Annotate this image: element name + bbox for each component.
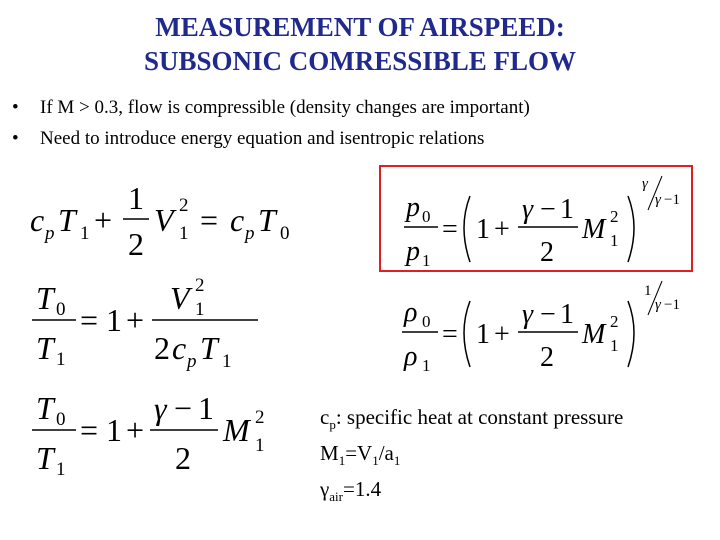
cp-symbol: c (320, 405, 330, 429)
mach-symbol: M (320, 441, 339, 466)
bullet-text: Need to introduce energy equation and isentropic relations (40, 128, 485, 149)
svg-text:1: 1 (56, 459, 66, 480)
bullet-item (12, 92, 712, 123)
gamma-value: =1.4 (343, 477, 382, 502)
svg-text:V: V (170, 280, 190, 316)
svg-text:c: c (230, 202, 245, 238)
svg-text:M: M (223, 412, 250, 448)
svg-text:1: 1 (106, 302, 122, 338)
title-line-1: MEASUREMENT OF AIRSPEED: (155, 12, 565, 42)
svg-text:2: 2 (540, 342, 554, 373)
cp-description: : specific heat at constant pressure (335, 405, 624, 429)
cp-subscript: p (329, 417, 336, 433)
svg-text:−1: −1 (664, 297, 680, 313)
energy-equation-svg (30, 175, 300, 265)
svg-text:T: T (258, 202, 276, 238)
svg-text:1: 1 (610, 231, 619, 250)
svg-text:1: 1 (56, 349, 66, 370)
svg-text:−1: −1 (664, 192, 680, 208)
svg-text:c: c (30, 202, 45, 238)
svg-text:M: M (582, 319, 606, 350)
svg-text:1: 1 (560, 194, 574, 225)
svg-text:1: 1 (198, 390, 214, 426)
svg-text:γ: γ (522, 299, 534, 330)
svg-text:=: = (80, 412, 99, 448)
sound-speed-subscript: 1 (393, 453, 401, 469)
svg-text:γ: γ (642, 176, 648, 192)
slide-title (0, 10, 720, 78)
svg-text:γ: γ (522, 194, 534, 225)
note-mach (320, 439, 623, 475)
svg-text:T: T (36, 330, 54, 366)
svg-text:0: 0 (422, 207, 431, 226)
velocity-subscript: 1 (372, 453, 379, 469)
density-ratio-svg (400, 275, 690, 375)
pressure-ratio-equation (400, 170, 690, 270)
bullet-text: If M > 0.3, flow is compressible (density changes are important) (40, 97, 530, 118)
svg-text:p: p (245, 223, 255, 244)
svg-text:=: = (200, 202, 219, 238)
svg-text:2: 2 (154, 330, 170, 366)
gamma-symbol: γ (320, 477, 330, 502)
svg-text:c: c (172, 330, 187, 366)
svg-text:p: p (406, 192, 420, 223)
svg-text:1: 1 (128, 180, 144, 216)
svg-text:2: 2 (195, 275, 205, 296)
bullet-marker: • (12, 97, 19, 118)
bullet-list (12, 92, 712, 154)
svg-text:1: 1 (222, 351, 232, 372)
svg-text:1: 1 (560, 299, 574, 330)
svg-text:1: 1 (644, 283, 652, 299)
temperature-ratio-velocity-equation (30, 275, 260, 375)
svg-text:γ: γ (655, 192, 661, 208)
temperature-ratio-mach-svg (30, 385, 280, 485)
svg-text:ρ: ρ (404, 297, 418, 328)
svg-text:2: 2 (179, 195, 189, 216)
svg-text:T: T (36, 440, 54, 476)
svg-text:1: 1 (195, 299, 205, 320)
temperature-ratio-velocity-svg (30, 275, 260, 375)
svg-text:γ: γ (154, 390, 167, 426)
svg-text:p: p (406, 236, 420, 267)
bullet-marker: • (12, 128, 19, 149)
svg-text:T: T (58, 202, 76, 238)
density-ratio-equation (400, 275, 690, 375)
svg-text:T: T (36, 280, 54, 316)
mach-over-sound-speed: /a (378, 441, 394, 466)
svg-text:0: 0 (56, 299, 66, 320)
svg-text:2: 2 (255, 407, 265, 428)
svg-text:p: p (187, 351, 197, 372)
svg-text:1: 1 (422, 251, 431, 270)
svg-text:1: 1 (422, 356, 431, 375)
svg-text:=: = (80, 302, 99, 338)
svg-text:1: 1 (80, 223, 90, 244)
svg-text:0: 0 (280, 223, 290, 244)
svg-text:p: p (45, 223, 55, 244)
svg-text:T: T (36, 390, 54, 426)
svg-text:2: 2 (175, 440, 191, 476)
gamma-subscript: air (329, 489, 343, 505)
svg-text:1: 1 (106, 412, 122, 448)
svg-text:V: V (154, 202, 174, 238)
svg-text:+: + (494, 319, 510, 350)
mach-subscript: 1 (338, 453, 346, 469)
svg-text:−: − (540, 299, 556, 330)
mach-equals-velocity: =V (345, 441, 373, 466)
svg-text:2: 2 (128, 226, 144, 262)
bullet-item (12, 123, 712, 154)
svg-text:=: = (442, 214, 458, 245)
svg-text:+: + (126, 412, 145, 448)
svg-text:0: 0 (56, 409, 66, 430)
svg-text:2: 2 (610, 312, 619, 331)
svg-text:1: 1 (610, 336, 619, 355)
svg-text:−: − (174, 390, 193, 426)
note-gamma (320, 475, 623, 511)
svg-text:T: T (200, 330, 218, 366)
svg-text:γ: γ (655, 297, 661, 313)
svg-text:1: 1 (476, 214, 490, 245)
svg-text:0: 0 (422, 312, 431, 331)
note-cp (320, 403, 623, 439)
svg-text:1: 1 (179, 223, 189, 244)
svg-text:1: 1 (255, 435, 265, 456)
svg-text:1: 1 (476, 319, 490, 350)
svg-text:=: = (442, 319, 458, 350)
svg-text:2: 2 (540, 237, 554, 268)
svg-text:2: 2 (610, 207, 619, 226)
svg-text:+: + (126, 302, 145, 338)
svg-text:−: − (540, 194, 556, 225)
title-line-2: SUBSONIC COMRESSIBLE FLOW (143, 46, 577, 76)
temperature-ratio-mach-equation (30, 385, 280, 485)
svg-text:+: + (94, 202, 113, 238)
svg-text:ρ: ρ (404, 341, 418, 372)
svg-text:+: + (494, 214, 510, 245)
pressure-ratio-svg (400, 170, 690, 270)
energy-equation (30, 175, 300, 265)
notes-block (320, 403, 623, 512)
svg-text:M: M (582, 214, 606, 245)
